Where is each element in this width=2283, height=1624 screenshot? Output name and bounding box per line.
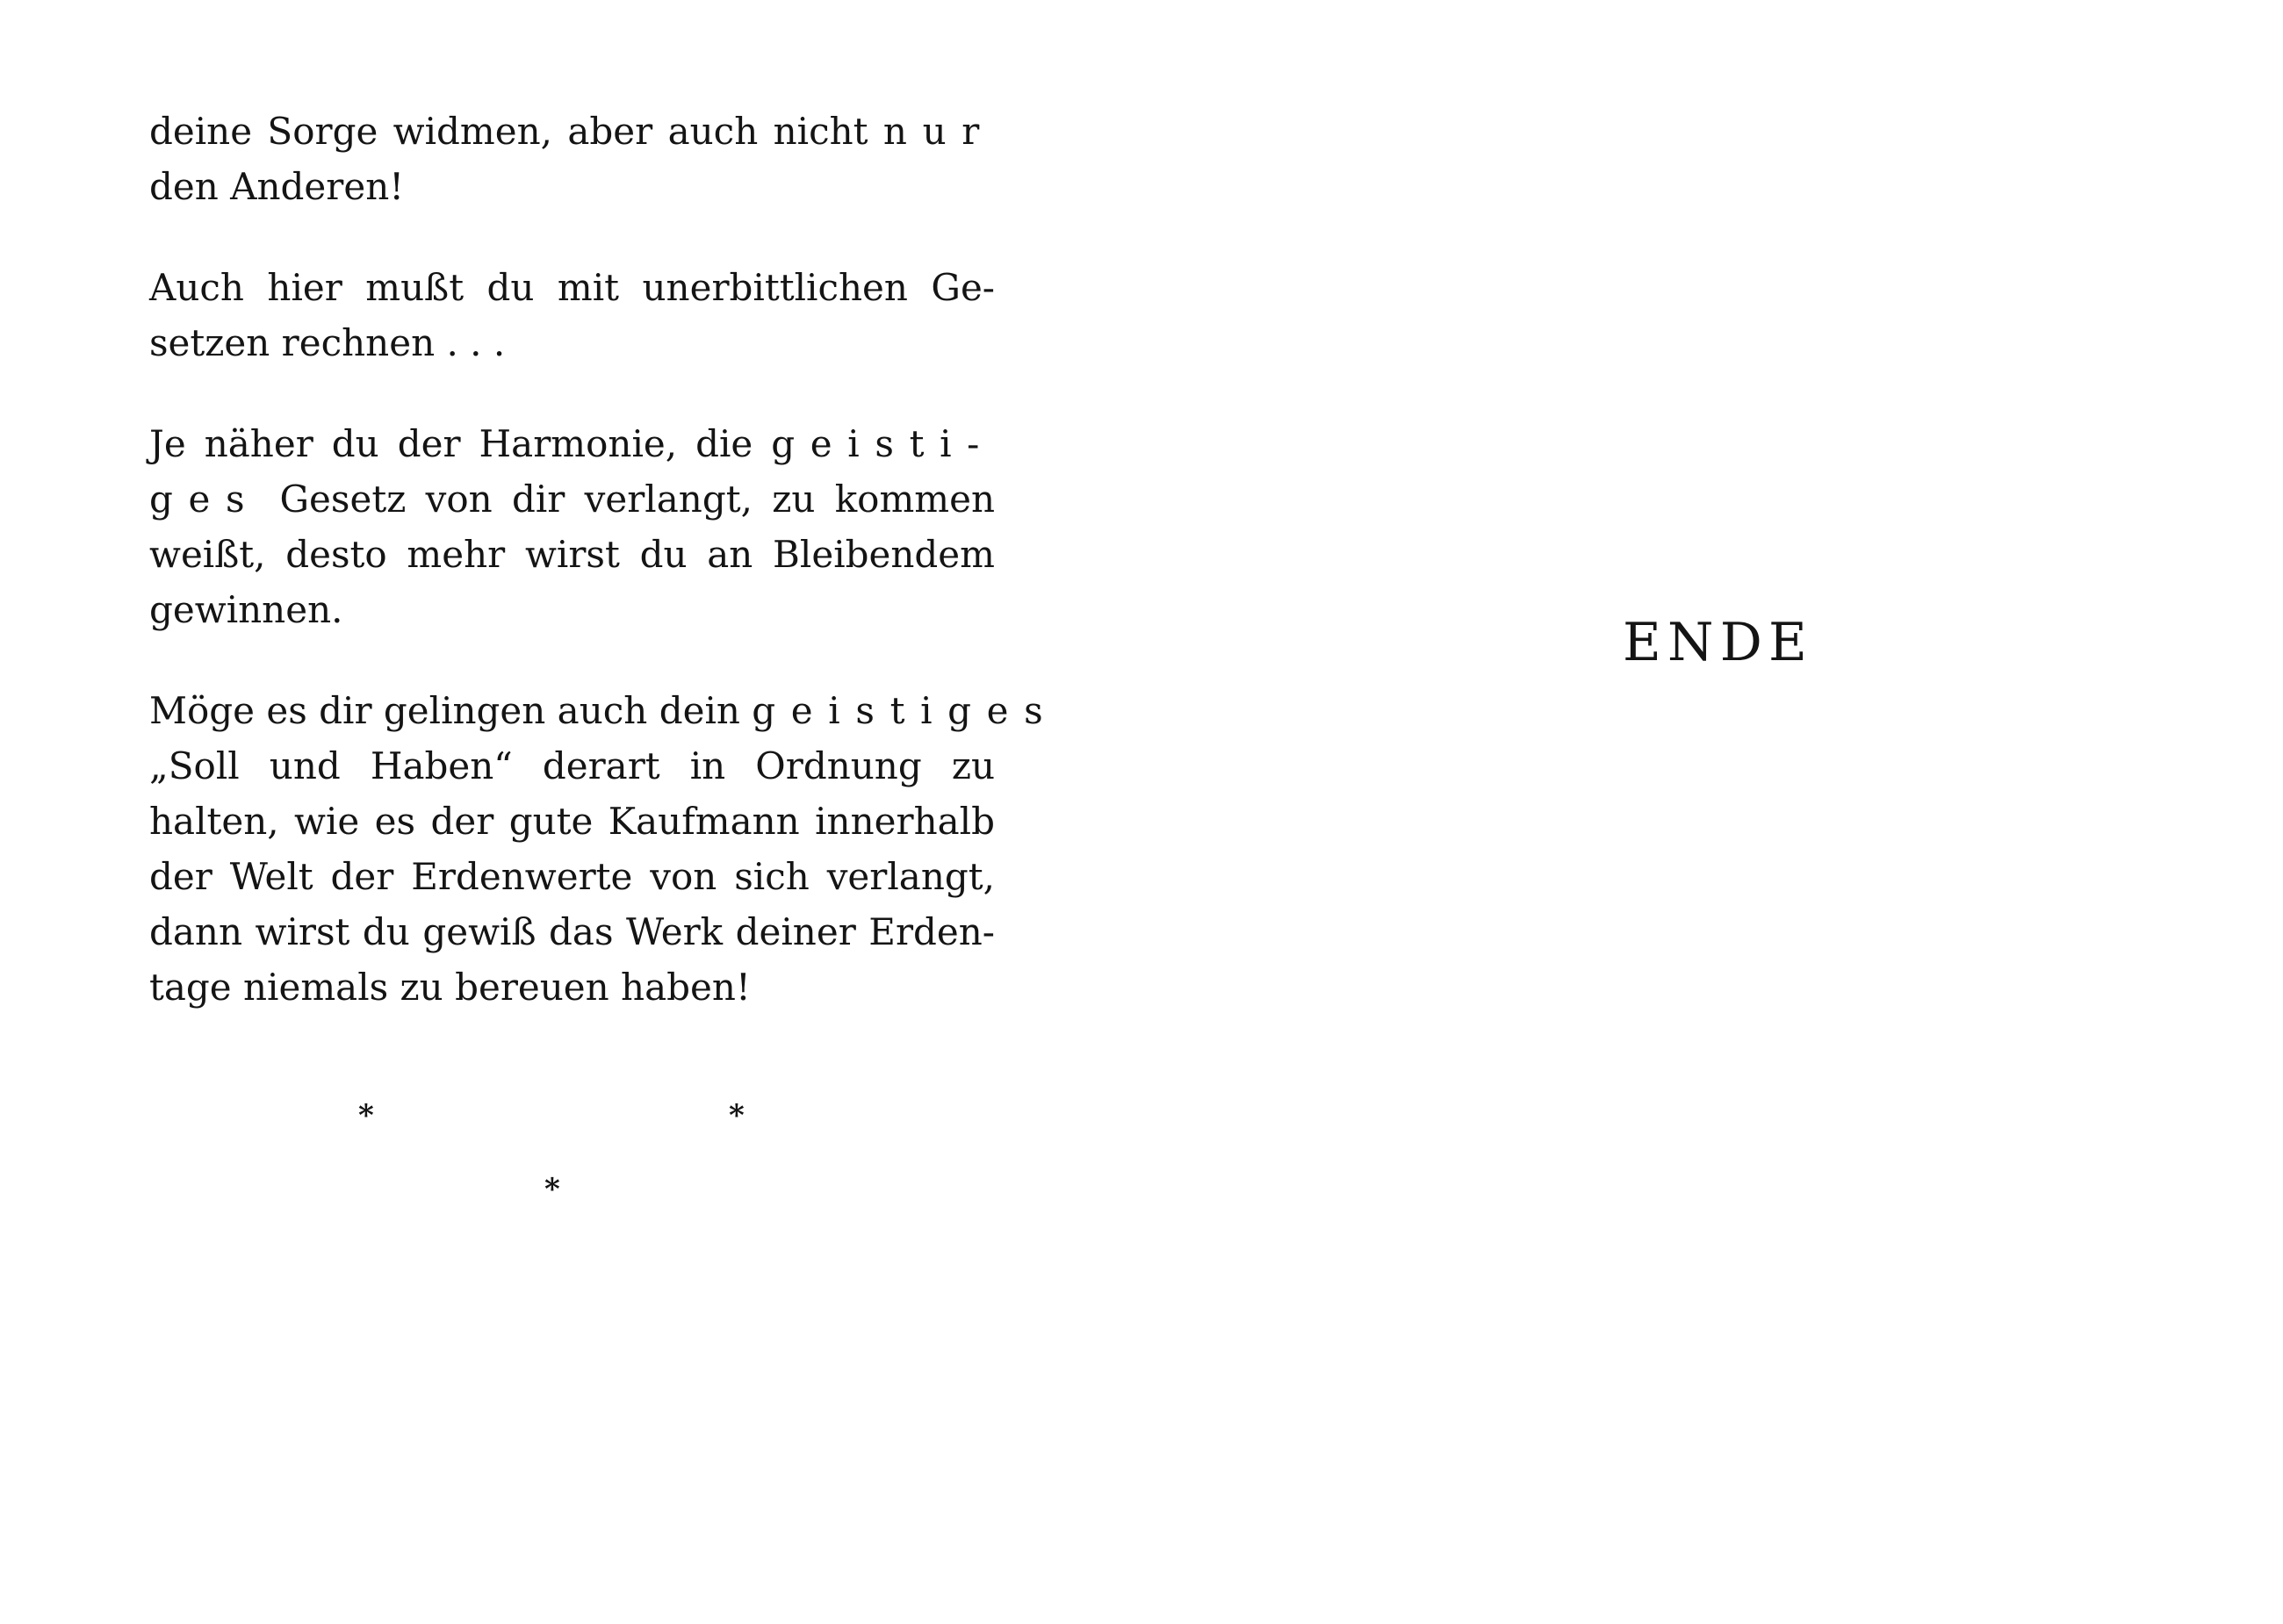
text-run: weißt, desto mehr wirst du an Bleibendem — [149, 533, 995, 576]
emphasized-text: nur — [882, 110, 995, 153]
end-heading: ENDE — [1623, 612, 1814, 673]
text-run: Gesetz von dir verlangt, zu kommen — [260, 478, 995, 521]
text-run: halten, wie es der gute Kaufmann innerhalb — [149, 800, 995, 843]
text-run: der Welt der Erdenwerte von sich verlangt, — [149, 855, 995, 898]
right-page — [1142, 0, 2283, 1624]
emphasized-text: ges — [149, 478, 261, 521]
asterisk-bottom: * — [544, 1172, 560, 1207]
text-run: Je näher du der Harmonie, die — [149, 422, 772, 465]
text-run: Möge es dir gelingen auch dein — [149, 689, 753, 732]
emphasized-text: geisti- — [771, 422, 995, 465]
text-run: „Soll und Haben“ derart in Ordnung zu — [149, 744, 995, 787]
text-run: tage niemals zu bereuen haben! — [149, 966, 751, 1009]
asterisk-left: * — [358, 1098, 374, 1133]
text-run: den Anderen! — [149, 165, 405, 208]
text-run: deine Sorge widmen, aber auch nicht — [149, 110, 883, 153]
text-run: dann wirst du gewiß das Werk deiner Erden- — [149, 910, 995, 953]
emphasized-text: geistiges — [752, 689, 1059, 732]
text-run: gewinnen. — [149, 588, 343, 631]
text-run: Auch hier mußt du mit unerbittlichen Ge- — [149, 266, 995, 309]
asterisk-right: * — [729, 1098, 745, 1133]
text-run: setzen rechnen . . . — [149, 321, 506, 364]
